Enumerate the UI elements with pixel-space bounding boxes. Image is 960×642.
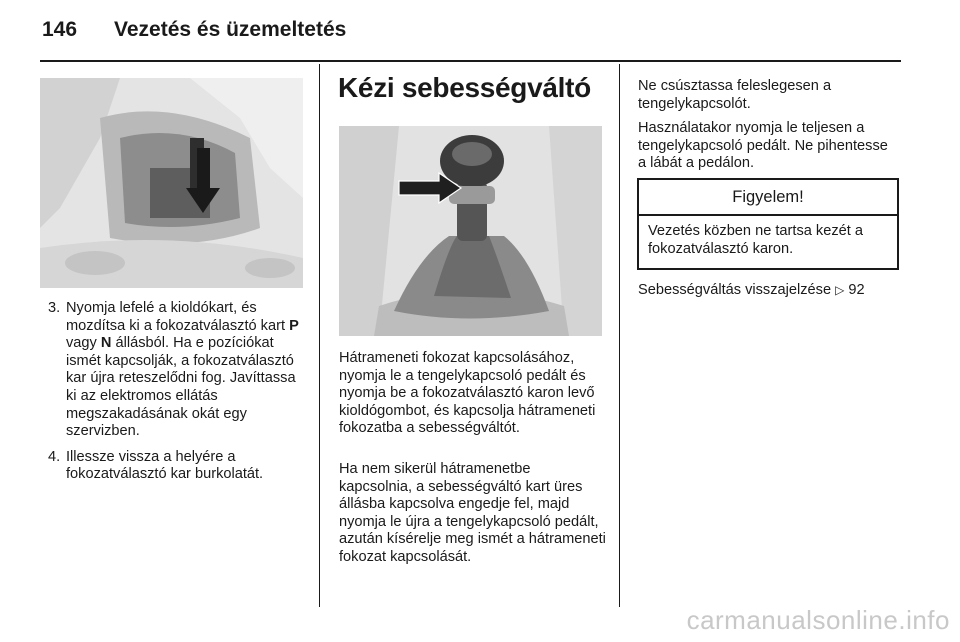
section-title: Kézi sebességváltó — [338, 72, 591, 103]
position-p: P — [289, 317, 299, 334]
header-rule — [40, 60, 901, 62]
step-text: Illessze vissza a helyére a fokozatválasztó kar burkolatát. — [66, 448, 264, 483]
position-n: N — [100, 335, 112, 352]
clutch-paragraph-1: Ne csúsztassa feleslegesen a tengelykapcsolót. — [638, 78, 832, 112]
warning-body: Vezetés közben ne tartsa kezét a fokozatválasztó karon. — [648, 223, 863, 257]
gear-knob-image — [339, 126, 602, 336]
step-text-connector: vagy — [66, 335, 101, 352]
clutch-paragraph-2: Használatakor nyomja le teljesen a tengelykapcsoló pedált. Ne pihentesse a lábát a pedálon. — [638, 120, 888, 172]
watermark-text: carmanualsonline.info — [686, 605, 950, 635]
page-reference-icon: ▷ — [835, 283, 845, 297]
page-title: Vezetés és üzemeltetés — [114, 18, 347, 41]
step-text: Nyomja lefelé a kioldókart, és mozdítsa ki a fokozatválasztó kart — [66, 300, 290, 334]
cross-reference-page: 92 — [848, 282, 865, 298]
column-divider-1 — [319, 64, 320, 607]
warning-box — [637, 178, 899, 270]
warning-title: Figyelem! — [639, 180, 897, 216]
page-number: 146 — [42, 18, 78, 41]
procedure-steps — [48, 300, 308, 492]
step-text-rest: állásból. Ha e pozíciókat ismét kapcsolják, a fokozatválasztó kar újra reteszelődni fog. Javíttassa ki az elektromos ellátás megszakadásának okát egy szervizben. — [66, 335, 296, 440]
step-number: 3. — [48, 300, 61, 316]
step-4 — [48, 449, 308, 484]
cross-reference-text: Sebességváltás visszajelzése — [638, 282, 832, 298]
reverse-gear-paragraph: Hátrameneti fokozat kapcsolásához, nyomja le a tengelykapcsoló pedált és nyomja be a fokozatválasztó karon levő kioldógombot, és kapcsolja hátrameneti fokozatba a sebességváltót. — [339, 350, 596, 437]
selector-lever-image — [40, 78, 303, 288]
step-number: 4. — [48, 448, 61, 465]
step-3 — [48, 300, 308, 441]
cross-reference[interactable] — [638, 282, 900, 300]
reverse-retry-paragraph: Ha nem sikerül hátramenetbe kapcsolnia, a sebességváltó kart üres állásba kapcsolva engedje fel, majd nyomja le újra a tengelykapcsoló pedált, azután kísérelje meg ismét a hátrameneti fokozat kapcsolását. — [339, 461, 606, 565]
column-divider-2 — [619, 64, 620, 607]
